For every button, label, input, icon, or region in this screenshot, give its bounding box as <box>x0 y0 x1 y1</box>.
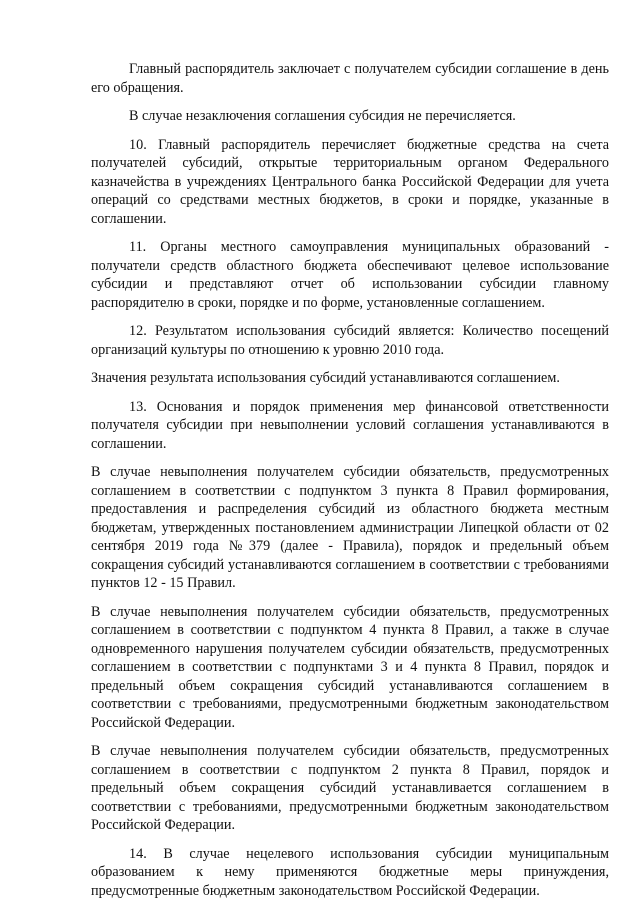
paragraph-subpoint-3: В случае невыполнения получателем субсидии обязательств, предусмотренных соглашением в соответствии с подпунктом 3 пункта 8 Правил формирования, предоставления и распределения субсидий из областного бюджета местным бюджетам, утвержденных постановлением администрации Липецкой области от 02 сентября 2019 года №379 (далее - Правила), порядок и предельный объем сокращения субсидий устанавливаются соглашением в соответствии с требованиями пунктов 12 - 15 Правил. <box>91 464 609 591</box>
paragraph-item-10: 10. Главный распорядитель перечисляет бюджетные средства на счета получателей субсидий, открытые территориальным органом Федерального казначейства в учреждениях Центрального банка Российской Федерации для учета операций со средствами местных бюджетов, в сроки и порядке, указанные в соглашении. <box>91 136 609 227</box>
paragraph-item-14: 14. В случае нецелевого использования субсидии муниципальным образованием к нему применяются бюджетные меры принуждения, предусмотренные бюджетным законодательством Российской Федерации. <box>91 845 609 899</box>
paragraph-result-values: Значения результата использования субсидий устанавливаются соглашением. <box>91 370 560 386</box>
paragraph-no-contract: В случае незаключения соглашения субсидия не перечисляется. <box>129 108 516 124</box>
paragraph-subpoint-4: В случае невыполнения получателем субсидии обязательств, предусмотренных соглашением в соответствии с подпунктом 4 пункта 8 Правил, а также в случае одновременного нарушения получателем субсидии обязательств, предусмотренных соглашением в соответствии с подпунктами 3 и 4 пункта 8 Правил, порядок и предельный объем сокращения субсидий устанавливаются соглашением в соответствии с требованиями, предусмотренными бюджетным законодательством Российской Федерации. <box>91 603 609 731</box>
paragraph-item-11: 11. Органы местного самоуправления муниципальных образований - получатели средств областного бюджета обеспечивают целевое использование субсидии и представляют отчет об использовании субсидии главному распорядителю в сроки, порядке и по форме, установленные соглашением. <box>91 239 609 311</box>
paragraph-subpoint-2: В случае невыполнения получателем субсидии обязательств, предусмотренных соглашением в соответствии с подпунктом 2 пункта 8 Правил, порядок и предельный объем сокращения субсидий устанавливается соглашением в соответствии с требованиями, предусмотренными бюджетным законодательством Российской Федерации. <box>91 743 609 833</box>
document-body <box>91 60 609 910</box>
paragraph-item-12: 12. Результатом использования субсидий является: Количество посещений организаций культуры по отношению к уровню 2010 года. <box>91 323 609 358</box>
paragraph-item-13: 13. Основания и порядок применения мер финансовой ответственности получателя субсидии при невыполнении условий соглашения устанавливаются в соглашении. <box>91 398 609 452</box>
paragraph-contract-day: Главный распорядитель заключает с получателем субсидии соглашение в день его обращения. <box>91 61 609 96</box>
